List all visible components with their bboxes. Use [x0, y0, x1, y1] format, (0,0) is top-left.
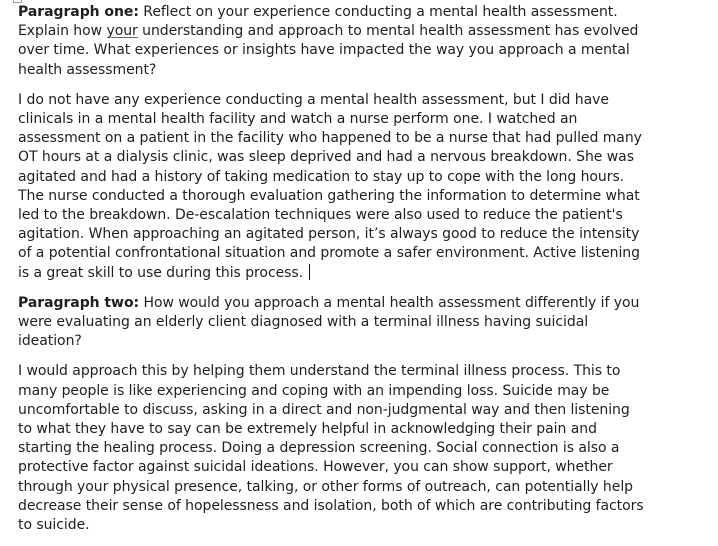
paragraph-two-prompt[interactable]: [18, 294, 646, 352]
paragraph-two-answer-text: I would approach this by helping them understand the terminal illness process. This to many people is like experiencing and coping with an impending loss. Suicide may be uncomfortable to discuss, asking in a direct and non-judgmental way and then listening to what they have to say can be extremely helpful in acknowledging their pain and starting the healing process. Doing a depression screening. Social connection is also a protective factor against suicidal ideations. However, you can show support, whether through your physical presence, talking, or other forms of outreach, can potentially help decrease their sense of hopelessness and isolation, both of which are contributing factors to suicide.: [18, 363, 644, 534]
paragraph-two-answer[interactable]: [18, 362, 646, 535]
document-page[interactable]: [18, 3, 646, 546]
text-cursor: [309, 264, 310, 280]
paragraph-one-prompt-text-a: Reflect on your experience conducting a mental health assessment. Explain how: [18, 4, 618, 40]
spellcheck-underlined-word[interactable]: your: [106, 23, 138, 40]
paragraph-two-prompt-text: How would you approach a mental health assessment differently if you were evaluating an elderly client diagnosed with a terminal illness having suicidal ideation?: [18, 294, 640, 350]
paragraph-one-answer-text: I do not have any experience conducting a mental health assessment, but I did have clinicals in a mental health facility and watch a nurse perform one. I watched an assessment on a patient in the facility who happened to be a nurse that had pulled many OT hours at a dialysis clinic, was sleep deprived and had a nervous breakdown. She was agitated and had a history of taking medication to stay up to cope with the long hours. The nurse conducted a thorough evaluation gathering the information to determine what led to the breakdown. De-escalation techniques were also used to reduce the patient's agitation. When approaching an agitated person, it’s always good to reduce the intensity of a potential confrontational situation and promote a safer environment. Active listening is a great skill to use during this process.: [18, 91, 642, 281]
paragraph-one-label: Paragraph one:: [18, 4, 139, 20]
paragraph-one-prompt-text-b: understanding and approach to mental health assessment has evolved over time. What experiences or insights have impacted the way you approach a mental health assessment?: [18, 23, 639, 78]
paragraph-one-answer[interactable]: [18, 91, 646, 283]
paragraph-two-label: Paragraph two:: [18, 294, 140, 311]
paragraph-one-prompt[interactable]: [18, 3, 646, 80]
